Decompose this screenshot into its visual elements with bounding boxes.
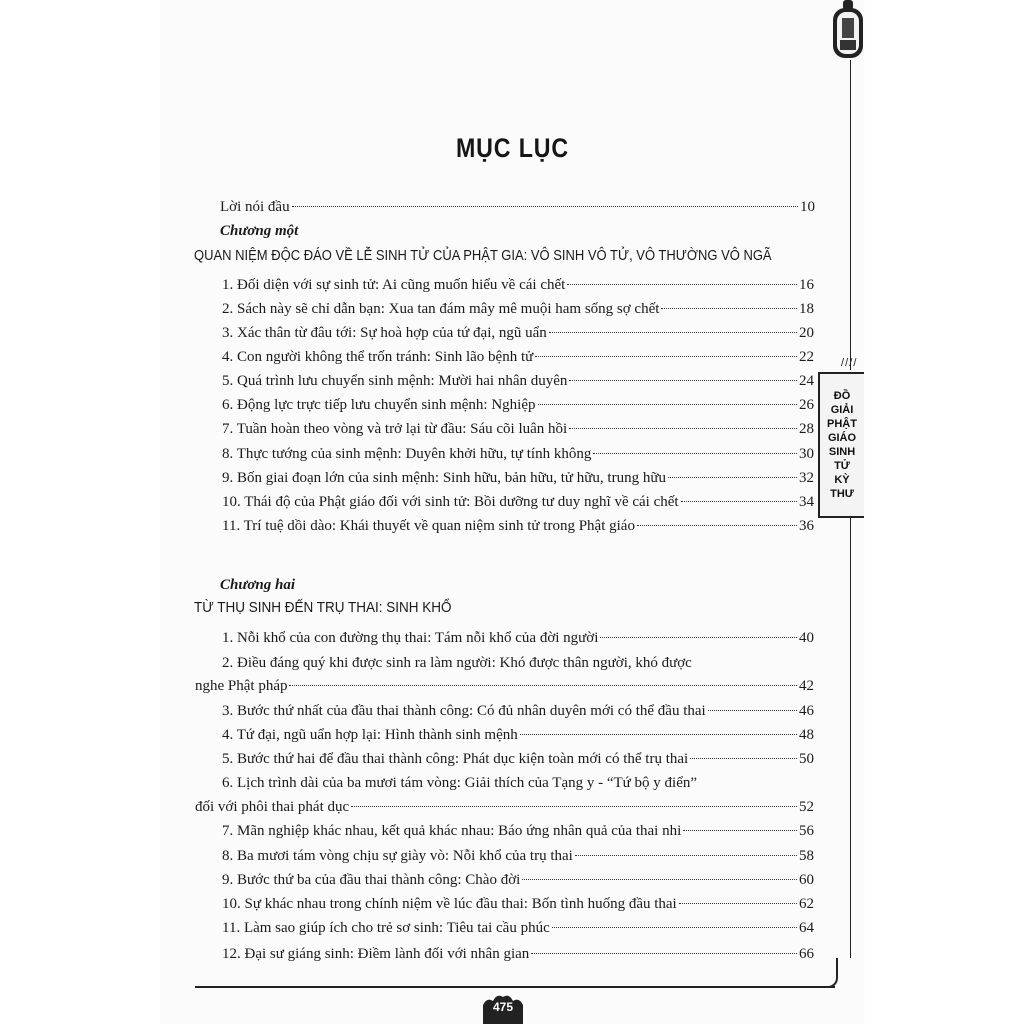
- toc-entry: 10. Sự khác nhau trong chính niệm về lúc đầu thai: Bốn tình huống đầu thai 62: [222, 896, 814, 912]
- toc-entry-text: Lời nói đầu: [220, 199, 290, 215]
- page-number: 475: [492, 1000, 514, 1014]
- toc-entry: 7. Mãn nghiệp khác nhau, kết quả khác nhau: Báo ứng nhân quả của thai nhi 56: [222, 823, 814, 839]
- bottom-rule: [195, 986, 835, 988]
- toc-entry: 1. Đối diện với sự sinh tử: Ai cũng muốn hiểu về cái chết 16: [222, 277, 814, 293]
- toc-entry: 4. Tứ đại, ngũ uẩn hợp lại: Hình thành sinh mệnh 48: [222, 727, 814, 743]
- ornament-crest-icon: [831, 0, 865, 62]
- toc-entry: nghe Phật pháp 42: [195, 678, 814, 694]
- toc-entry: 11. Làm sao giúp ích cho trẻ sơ sinh: Tiêu tai cầu phúc 64: [222, 920, 814, 936]
- toc-entry: 5. Bước thứ hai để đầu thai thành công: Phát dục kiện toàn mới có thể trụ thai 50: [222, 751, 814, 767]
- margin-rule-top: [850, 60, 851, 370]
- book-page: [160, 0, 865, 1024]
- toc-entry: 8. Ba mươi tám vòng chịu sự giày vò: Nỗi khổ của trụ thai 58: [222, 848, 814, 864]
- toc-entry: 12. Đại sư giáng sinh: Điềm lành đối với nhân gian 66: [222, 946, 814, 962]
- toc-entry: 11. Trí tuệ dồi dào: Khái thuyết về quan niệm sinh tử trong Phật giáo 36: [222, 518, 814, 534]
- toc-entry: 5. Quá trình lưu chuyển sinh mệnh: Mười hai nhân duyên 24: [222, 373, 814, 389]
- toc-entry: 7. Tuần hoàn theo vòng và trở lại từ đầu: Sáu cõi luân hồi 28: [222, 421, 814, 437]
- bleed-through-text: [160, 78, 865, 94]
- toc-entry: 1. Nỗi khổ của con đường thụ thai: Tám nỗi khổ của đời người 40: [222, 630, 814, 646]
- toc-entry: 3. Bước thứ nhất của đầu thai thành công: Có đủ nhân duyên mới có thể đầu thai 46: [222, 703, 814, 719]
- toc-entry-page: 10: [800, 199, 815, 215]
- toc-entry: 9. Bước thứ ba của đầu thai thành công: Chào đời 60: [222, 872, 814, 888]
- toc-entry: 2. Sách này sẽ chỉ dẫn bạn: Xua tan đám mây mê muội ham sống sợ chết 18: [222, 301, 814, 317]
- side-tab-book-title: ĐỒ GIẢI PHẬT GIÁO SINH TỬ KỲ THƯ: [818, 372, 864, 518]
- chapter-label: Chương hai: [220, 577, 295, 593]
- toc-entry: 4. Con người không thể trốn tránh: Sinh lão bệnh tử 22: [222, 349, 814, 365]
- toc-entry: 8. Thực tướng của sinh mệnh: Duyên khởi hữu, tự tính không 30: [222, 446, 814, 462]
- chapter-heading: QUAN NIỆM ĐỘC ĐÁO VỀ LỄ SINH TỬ CỦA PHẬT GIA: VÔ SINH VÔ TỬ, VÔ THƯỜNG VÔ NGÃ: [194, 247, 772, 264]
- toc-entry-line: 6. Lịch trình dài của ba mươi tám vòng: Giải thích của Tạng y - “Tứ bộ y điển”: [222, 775, 698, 791]
- toc-entry-preface: [220, 199, 815, 216]
- toc-title: MỤC LỤC: [455, 133, 570, 163]
- toc-entry: đối với phôi thai phát dục 52: [195, 799, 814, 815]
- bottom-rule-corner: [826, 958, 838, 988]
- tab-hatch-decoration: / / / /: [841, 357, 856, 369]
- margin-rule-bottom: [850, 518, 851, 958]
- toc-entry: 10. Thái độ của Phật giáo đối với sinh tử: Bồi dưỡng tư duy nghĩ về cái chết 34: [222, 494, 814, 510]
- toc-entry: 9. Bốn giai đoạn lớn của sinh mệnh: Sinh hữu, bản hữu, tử hữu, trung hữu 32: [222, 470, 814, 486]
- toc-entry-line: 2. Điều đáng quý khi được sinh ra làm người: Khó được thân người, khó được: [222, 655, 692, 671]
- chapter-heading: TỪ THỤ SINH ĐẾN TRỤ THAI: SINH KHỔ: [194, 599, 452, 616]
- toc-entry: 6. Động lực trực tiếp lưu chuyển sinh mệnh: Nghiệp 26: [222, 397, 814, 413]
- toc-entry: 3. Xác thân từ đâu tới: Sự hoà hợp của tứ đại, ngũ uẩn 20: [222, 325, 814, 341]
- chapter-label: Chương một: [220, 223, 299, 239]
